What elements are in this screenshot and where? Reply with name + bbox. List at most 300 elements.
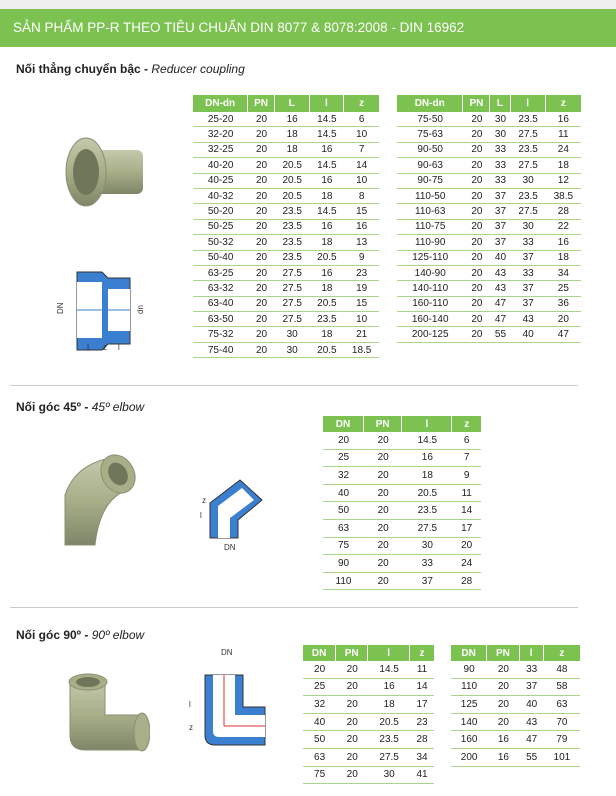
table-cell: 101 <box>544 749 580 767</box>
90-elbow-table-2 <box>451 645 580 767</box>
table-cell: 28 <box>546 204 581 219</box>
table-cell: 160-110 <box>397 297 463 312</box>
table-row <box>397 112 581 127</box>
table-cell: 14 <box>452 502 481 520</box>
table-cell: 20 <box>463 112 490 127</box>
table-cell: 50-25 <box>193 220 248 235</box>
table-row <box>303 696 434 714</box>
column-header: L <box>275 95 310 112</box>
table-cell: 27.5 <box>275 297 310 312</box>
table-cell: 33 <box>402 555 452 573</box>
table-cell: 110-50 <box>397 189 463 204</box>
table-cell: 63-50 <box>193 312 248 327</box>
table-cell: 23.5 <box>511 189 546 204</box>
table-cell: 20 <box>248 143 275 158</box>
table-cell: 32 <box>303 696 336 714</box>
table-cell: 34 <box>410 749 434 767</box>
table-cell: 25 <box>303 679 336 697</box>
table-cell: 20 <box>463 235 490 250</box>
table-cell: 20 <box>463 327 490 342</box>
table-cell: 27.5 <box>275 266 310 281</box>
label-L: L <box>87 343 92 352</box>
table-cell: 20 <box>248 235 275 250</box>
table-row <box>323 450 481 468</box>
table-cell: 25-20 <box>193 112 248 127</box>
90-elbow-table-1 <box>303 645 434 784</box>
table-row <box>397 235 581 250</box>
table-row <box>397 266 581 281</box>
table-cell: 18 <box>275 127 310 142</box>
reducer-coupling-diagram <box>55 270 155 352</box>
table-cell: 20 <box>463 251 490 266</box>
table-cell: 20 <box>463 143 490 158</box>
table-cell: 12 <box>546 174 581 189</box>
table-cell: 63-32 <box>193 281 248 296</box>
table-cell: 40 <box>323 485 364 503</box>
table-cell: 55 <box>490 327 510 342</box>
table-cell: 90-50 <box>397 143 463 158</box>
table-cell: 23.5 <box>275 220 310 235</box>
label-DN: DN <box>56 302 65 314</box>
table-row <box>303 714 434 732</box>
table-row <box>451 661 580 679</box>
table-cell: 63 <box>544 696 580 714</box>
table-cell: 38.5 <box>546 189 581 204</box>
table-cell: 18 <box>546 158 581 173</box>
table-cell: 30 <box>275 343 310 358</box>
table-cell: 20 <box>364 520 402 538</box>
table-cell: 14.5 <box>402 432 452 450</box>
table-row <box>193 281 379 296</box>
column-header: PN <box>248 95 275 112</box>
table-cell: 50-40 <box>193 251 248 266</box>
table-header-row <box>323 416 481 432</box>
table-cell: 34 <box>546 266 581 281</box>
table-cell: 23.5 <box>402 502 452 520</box>
table-cell: 14.5 <box>310 204 345 219</box>
table-cell: 23.5 <box>275 251 310 266</box>
table-cell: 43 <box>490 266 510 281</box>
table-cell: 160 <box>451 731 487 749</box>
table-cell: 11 <box>410 661 434 679</box>
title-vi: Nối thẳng chuyển bậc - <box>16 62 152 76</box>
table-row <box>193 343 379 358</box>
reducer-table-1 <box>193 95 379 358</box>
table-cell: 14.5 <box>368 661 410 679</box>
column-header: l <box>310 95 345 112</box>
table-cell: 18 <box>275 143 310 158</box>
column-header: DN <box>451 645 487 661</box>
table-row <box>303 767 434 785</box>
table-cell: 32-25 <box>193 143 248 158</box>
table-cell: 40 <box>490 251 510 266</box>
table-cell: 90 <box>323 555 364 573</box>
column-header: DN <box>323 416 364 432</box>
table-cell: 20 <box>336 679 368 697</box>
table-cell: 16 <box>368 679 410 697</box>
table-cell: 27.5 <box>511 127 546 142</box>
table-cell: 23.5 <box>368 731 410 749</box>
table-cell: 50-32 <box>193 235 248 250</box>
table-cell: 20.5 <box>275 189 310 204</box>
reducer-table-2 <box>397 95 581 343</box>
table-cell: 21 <box>344 327 379 342</box>
label-DN: DN <box>224 543 236 552</box>
table-header-row <box>303 645 434 661</box>
table-cell: 10 <box>344 174 379 189</box>
section-title-45-elbow <box>16 400 144 414</box>
table-cell: 110-75 <box>397 220 463 235</box>
table-cell: 23.5 <box>511 112 546 127</box>
table-cell: 9 <box>344 251 379 266</box>
table-cell: 90-75 <box>397 174 463 189</box>
table-cell: 20.5 <box>402 485 452 503</box>
title-vi: Nối góc 90º - <box>16 628 92 642</box>
table-row <box>397 189 581 204</box>
table-row <box>323 538 481 556</box>
table-row <box>451 731 580 749</box>
section-title-90-elbow <box>16 628 144 642</box>
table-cell: 14.5 <box>310 112 345 127</box>
table-cell: 20.5 <box>310 251 345 266</box>
table-cell: 7 <box>452 450 481 468</box>
table-cell: 110 <box>451 679 487 697</box>
table-cell: 20 <box>248 343 275 358</box>
reducer-coupling-photo <box>58 128 148 218</box>
table-cell: 14.5 <box>310 158 345 173</box>
table-cell: 20.5 <box>275 174 310 189</box>
table-cell: 30 <box>490 127 510 142</box>
table-cell: 20 <box>463 158 490 173</box>
table-cell: 47 <box>490 297 510 312</box>
table-cell: 6 <box>344 112 379 127</box>
column-header: z <box>344 95 379 112</box>
table-row <box>451 714 580 732</box>
table-cell: 14.5 <box>310 127 345 142</box>
table-row <box>323 502 481 520</box>
table-cell: 43 <box>511 312 546 327</box>
table-cell: 16 <box>310 143 345 158</box>
table-cell: 16 <box>344 220 379 235</box>
45-elbow-photo <box>55 450 145 550</box>
table-cell: 140-90 <box>397 266 463 281</box>
table-cell: 48 <box>544 661 580 679</box>
table-cell: 20 <box>248 266 275 281</box>
table-cell: 90 <box>451 661 487 679</box>
table-cell: 18 <box>368 696 410 714</box>
table-cell: 18 <box>402 467 452 485</box>
column-header: l <box>368 645 410 661</box>
table-cell: 20 <box>364 573 402 591</box>
table-cell: 25 <box>546 281 581 296</box>
table-cell: 20.5 <box>368 714 410 732</box>
table-cell: 50-20 <box>193 204 248 219</box>
table-cell: 16 <box>275 112 310 127</box>
table-cell: 16 <box>310 266 345 281</box>
label-l: l <box>118 343 120 352</box>
divider <box>10 385 578 386</box>
45-elbow-diagram <box>190 478 280 553</box>
table-cell: 33 <box>490 158 510 173</box>
table-cell: 20 <box>303 661 336 679</box>
column-header: DN <box>303 645 336 661</box>
table-cell: 20 <box>248 327 275 342</box>
table-row <box>303 749 434 767</box>
table-cell: 37 <box>490 204 510 219</box>
table-cell: 20 <box>248 127 275 142</box>
table-cell: 18 <box>310 281 345 296</box>
table-cell: 20 <box>546 312 581 327</box>
table-row <box>323 555 481 573</box>
table-cell: 16 <box>487 731 519 749</box>
table-cell: 41 <box>410 767 434 785</box>
table-cell: 47 <box>490 312 510 327</box>
table-cell: 20 <box>452 538 481 556</box>
table-row <box>451 696 580 714</box>
table-row <box>323 432 481 450</box>
table-cell: 27.5 <box>368 749 410 767</box>
table-cell: 11 <box>452 485 481 503</box>
table-cell: 27.5 <box>511 158 546 173</box>
table-cell: 20 <box>248 189 275 204</box>
45-elbow-table <box>323 416 481 590</box>
table-row <box>193 251 379 266</box>
table-cell: 75-50 <box>397 112 463 127</box>
table-cell: 16 <box>487 749 519 767</box>
table-row <box>193 327 379 342</box>
label-z: z <box>103 343 107 352</box>
table-cell: 23.5 <box>310 312 345 327</box>
table-cell: 20 <box>463 174 490 189</box>
table-cell: 10 <box>344 312 379 327</box>
table-cell: 140-110 <box>397 281 463 296</box>
table-cell: 18 <box>546 251 581 266</box>
table-cell: 75-63 <box>397 127 463 142</box>
table-cell: 110-63 <box>397 204 463 219</box>
table-cell: 15 <box>344 297 379 312</box>
table-cell: 75-40 <box>193 343 248 358</box>
table-cell: 13 <box>344 235 379 250</box>
table-row <box>193 189 379 204</box>
table-cell: 32 <box>323 467 364 485</box>
table-cell: 20 <box>364 538 402 556</box>
table-cell: 40-20 <box>193 158 248 173</box>
table-cell: 63 <box>323 520 364 538</box>
column-header: PN <box>487 645 519 661</box>
table-row <box>193 220 379 235</box>
table-cell: 37 <box>520 679 544 697</box>
title-en: 45º elbow <box>91 400 145 414</box>
column-header: l <box>402 416 452 432</box>
table-row <box>193 312 379 327</box>
table-cell: 37 <box>511 297 546 312</box>
table-row <box>397 158 581 173</box>
table-cell: 30 <box>511 220 546 235</box>
title-en: Reducer coupling <box>151 62 245 76</box>
table-cell: 63-25 <box>193 266 248 281</box>
table-cell: 18 <box>310 235 345 250</box>
table-row <box>397 220 581 235</box>
column-header: PN <box>364 416 402 432</box>
table-cell: 22 <box>546 220 581 235</box>
column-header: PN <box>336 645 368 661</box>
table-row <box>303 679 434 697</box>
table-cell: 20 <box>463 204 490 219</box>
table-row <box>323 485 481 503</box>
label-l: l <box>200 511 202 520</box>
table-cell: 20 <box>487 714 519 732</box>
table-cell: 20 <box>487 661 519 679</box>
table-cell: 30 <box>511 174 546 189</box>
table-cell: 8 <box>344 189 379 204</box>
table-cell: 28 <box>452 573 481 591</box>
table-cell: 17 <box>452 520 481 538</box>
table-row <box>323 467 481 485</box>
table-row <box>303 731 434 749</box>
table-row <box>323 573 481 591</box>
table-cell: 40 <box>511 327 546 342</box>
table-row <box>193 297 379 312</box>
table-cell: 37 <box>511 281 546 296</box>
table-row <box>397 327 581 342</box>
table-header-row <box>451 645 580 661</box>
table-cell: 20 <box>463 220 490 235</box>
column-header: l <box>511 95 546 112</box>
table-row <box>451 679 580 697</box>
table-cell: 18.5 <box>344 343 379 358</box>
table-cell: 20 <box>248 112 275 127</box>
column-header: DN-dn <box>193 95 248 112</box>
table-row <box>397 312 581 327</box>
table-cell: 20 <box>364 467 402 485</box>
table-cell: 79 <box>544 731 580 749</box>
table-cell: 75 <box>303 767 336 785</box>
label-l: l <box>189 700 191 709</box>
table-cell: 50 <box>303 731 336 749</box>
table-cell: 16 <box>546 235 581 250</box>
table-cell: 20 <box>248 158 275 173</box>
table-cell: 14 <box>344 158 379 173</box>
table-cell: 20 <box>463 312 490 327</box>
table-cell: 16 <box>402 450 452 468</box>
table-row <box>397 251 581 266</box>
table-cell: 20 <box>463 297 490 312</box>
table-cell: 20 <box>336 714 368 732</box>
column-header: l <box>520 645 544 661</box>
table-cell: 23.5 <box>275 204 310 219</box>
table-cell: 17 <box>410 696 434 714</box>
table-cell: 200 <box>451 749 487 767</box>
table-cell: 20.5 <box>275 158 310 173</box>
table-cell: 40-25 <box>193 174 248 189</box>
table-cell: 20 <box>248 297 275 312</box>
table-cell: 63-40 <box>193 297 248 312</box>
table-cell: 110 <box>323 573 364 591</box>
table-cell: 20 <box>364 502 402 520</box>
table-row <box>397 297 581 312</box>
table-cell: 20 <box>364 450 402 468</box>
table-cell: 23.5 <box>511 143 546 158</box>
90-elbow-photo <box>60 670 150 760</box>
table-cell: 20 <box>487 696 519 714</box>
table-cell: 20 <box>336 696 368 714</box>
table-header-row <box>397 95 581 112</box>
table-cell: 32-20 <box>193 127 248 142</box>
table-cell: 20.5 <box>310 297 345 312</box>
column-header: z <box>452 416 481 432</box>
table-cell: 20 <box>248 251 275 266</box>
table-cell: 47 <box>520 731 544 749</box>
table-cell: 20 <box>364 555 402 573</box>
table-cell: 18 <box>310 189 345 204</box>
table-cell: 58 <box>544 679 580 697</box>
table-row <box>397 174 581 189</box>
table-row <box>193 112 379 127</box>
section-title-reducer <box>16 62 245 76</box>
table-cell: 7 <box>344 143 379 158</box>
table-cell: 24 <box>452 555 481 573</box>
table-cell: 20 <box>463 189 490 204</box>
table-row <box>303 661 434 679</box>
table-cell: 20 <box>336 661 368 679</box>
table-row <box>451 749 580 767</box>
table-cell: 15 <box>344 204 379 219</box>
table-cell: 37 <box>402 573 452 591</box>
table-cell: 20 <box>248 281 275 296</box>
table-cell: 20 <box>336 749 368 767</box>
table-cell: 20 <box>336 767 368 785</box>
table-cell: 18 <box>310 327 345 342</box>
table-cell: 27.5 <box>275 281 310 296</box>
column-header: z <box>546 95 581 112</box>
table-cell: 6 <box>452 432 481 450</box>
table-row <box>193 158 379 173</box>
table-cell: 25 <box>323 450 364 468</box>
table-cell: 37 <box>511 251 546 266</box>
table-row <box>323 520 481 538</box>
table-cell: 20 <box>336 731 368 749</box>
table-row <box>397 143 581 158</box>
table-cell: 33 <box>490 143 510 158</box>
table-cell: 27.5 <box>402 520 452 538</box>
table-cell: 125 <box>451 696 487 714</box>
table-cell: 20 <box>463 127 490 142</box>
title-en: 90º elbow <box>91 628 145 642</box>
table-cell: 37 <box>490 189 510 204</box>
column-header: z <box>410 645 434 661</box>
table-cell: 50 <box>323 502 364 520</box>
table-cell: 37 <box>490 220 510 235</box>
table-row <box>193 204 379 219</box>
table-row <box>397 127 581 142</box>
table-cell: 30 <box>275 327 310 342</box>
table-cell: 20 <box>364 432 402 450</box>
top-strip <box>0 0 616 9</box>
table-cell: 20 <box>248 204 275 219</box>
table-cell: 43 <box>520 714 544 732</box>
table-cell: 33 <box>511 266 546 281</box>
table-cell: 19 <box>344 281 379 296</box>
table-cell: 200-125 <box>397 327 463 342</box>
table-cell: 11 <box>546 127 581 142</box>
table-cell: 20 <box>487 679 519 697</box>
table-cell: 9 <box>452 467 481 485</box>
column-header: DN-dn <box>397 95 463 112</box>
table-cell: 30 <box>490 112 510 127</box>
table-cell: 40-32 <box>193 189 248 204</box>
label-DN: DN <box>221 648 233 657</box>
table-cell: 40 <box>520 696 544 714</box>
